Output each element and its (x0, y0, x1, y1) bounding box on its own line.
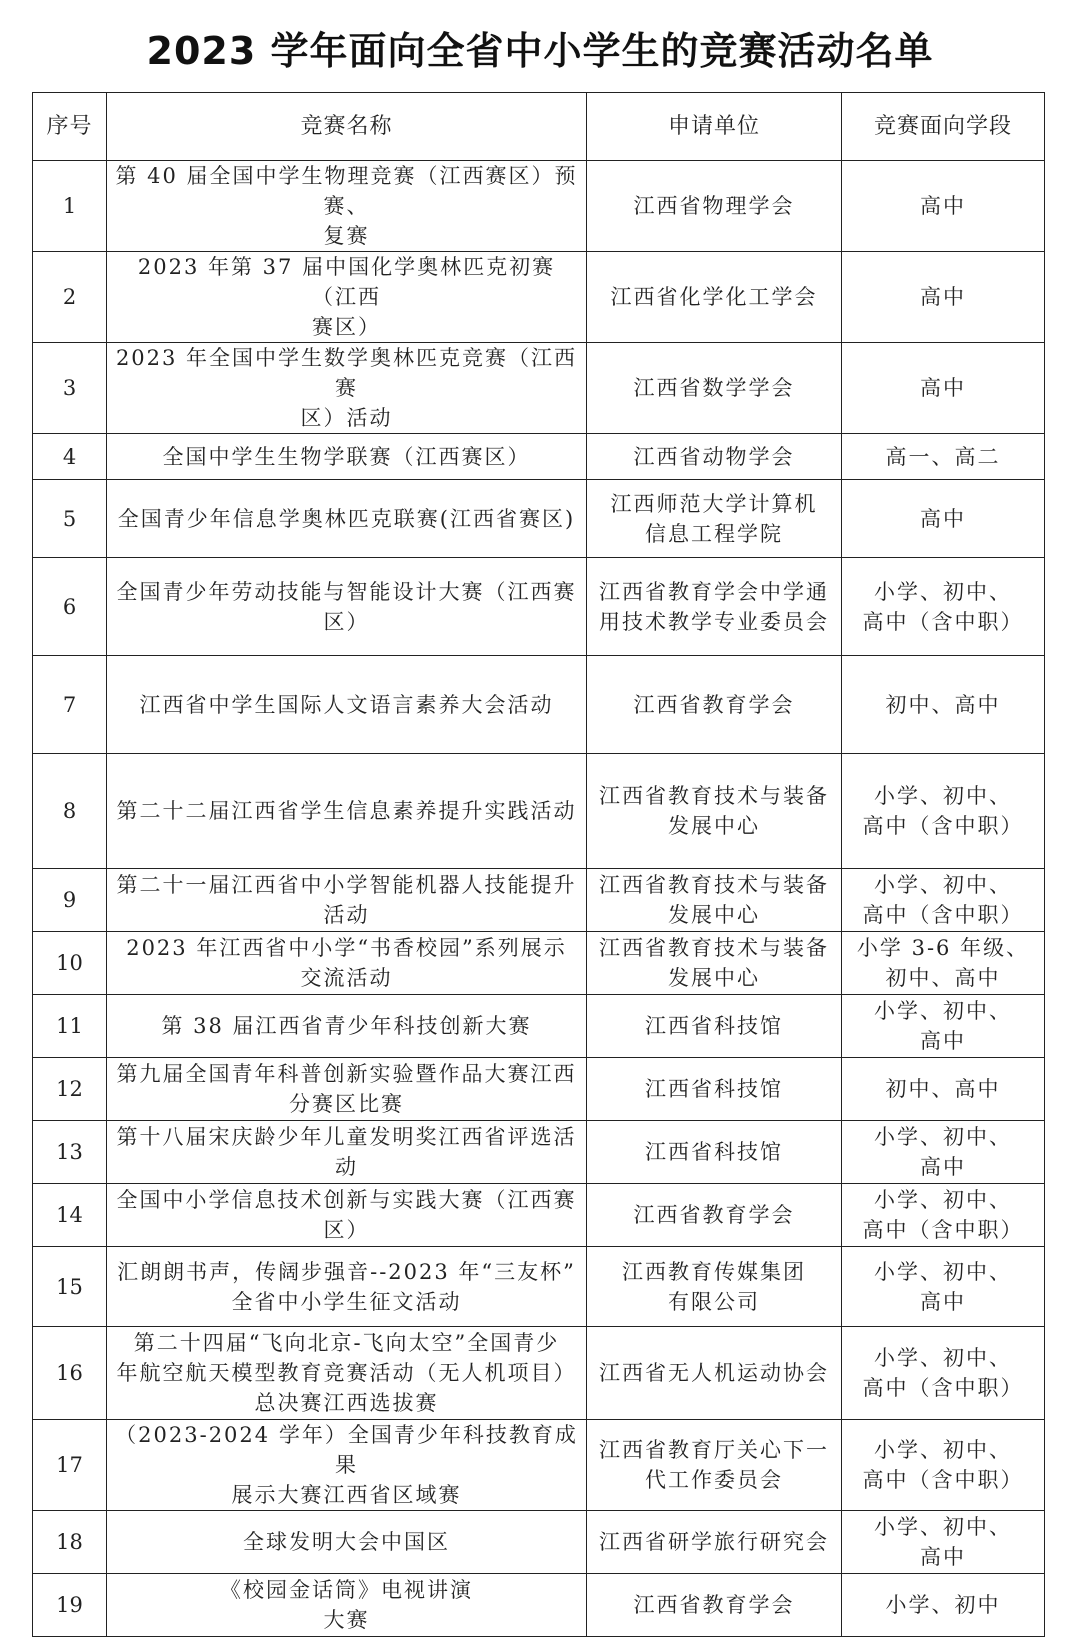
cell-competition-name (107, 558, 587, 656)
cell-applicant-line: 江西省研学旅行研究会 (599, 1530, 829, 1554)
header-applicant: 申请单位 (587, 93, 842, 161)
cell-competition-name-line: （2023-2024 学年）全国青少年科技教育成果 (115, 1423, 578, 1477)
cell-competition-name-line: 2023 年第 37 届中国化学奥林匹克初赛（江西 (137, 255, 556, 309)
cell-target-level-line: 小学、初中、 (874, 1515, 1012, 1539)
cell-applicant-line: 江西省物理学会 (633, 194, 795, 218)
cell-target-level (842, 1420, 1045, 1511)
cell-applicant-line: 江西省教育学会 (633, 692, 795, 717)
cell-applicant-line: 江西省动物学会 (633, 444, 795, 469)
table-row (33, 869, 1045, 932)
cell-serial: 3 (33, 343, 107, 434)
cell-target-level-line: 高中 (920, 1545, 966, 1569)
cell-target-level (842, 1574, 1045, 1637)
cell-applicant-line: 江西省教育学会 (633, 1593, 795, 1617)
cell-target-level-line: 小学、初中 (885, 1593, 1001, 1617)
cell-applicant (587, 754, 842, 869)
table-row (33, 434, 1045, 480)
cell-serial: 10 (33, 932, 107, 995)
cell-competition-name-line: 2023 年全国中学生数学奥林匹克竞赛（江西赛 (115, 346, 578, 400)
cell-competition-name-line: 全国中学生生物学联赛（江西赛区） (162, 444, 531, 469)
cell-applicant-line: 江西省数学学会 (633, 376, 795, 400)
cell-target-level (842, 558, 1045, 656)
cell-serial: 18 (33, 1511, 107, 1574)
cell-applicant-line: 发展中心 (668, 903, 760, 927)
cell-applicant (587, 480, 842, 558)
cell-applicant (587, 252, 842, 343)
cell-target-level-line: 初中、高中 (885, 966, 1001, 990)
cell-target-level-line: 高中 (920, 1155, 966, 1179)
cell-serial: 7 (33, 656, 107, 754)
table-row (33, 1574, 1045, 1637)
cell-serial: 5 (33, 480, 107, 558)
cell-applicant-line: 江西省教育技术与装备 (599, 873, 829, 897)
cell-competition-name-line: 交流活动 (300, 966, 393, 990)
cell-serial: 13 (33, 1121, 107, 1184)
table-row (33, 558, 1045, 656)
cell-competition-name-line: 全球发明大会中国区 (243, 1530, 450, 1554)
cell-target-level (842, 1327, 1045, 1420)
cell-competition-name (107, 343, 587, 434)
cell-target-level-line: 高中（含中职） (862, 609, 1024, 634)
page-title: 2023 学年面向全省中小学生的竞赛活动名单 (146, 29, 934, 73)
cell-applicant-line: 用技术教学专业委员会 (599, 609, 829, 634)
cell-applicant (587, 1420, 842, 1511)
cell-competition-name-line: 大赛 (323, 1608, 370, 1632)
cell-competition-name-line: 第二十四届“飞向北京-飞向太空”全国青少 (133, 1331, 560, 1355)
cell-target-level-line: 高一、高二 (885, 444, 1001, 469)
cell-target-level-line: 高中（含中职） (862, 1468, 1024, 1492)
cell-competition-name-line: 分赛区比赛 (289, 1092, 404, 1116)
table-row (33, 656, 1045, 754)
cell-competition-name-line: 《校园金话筒》电视讲演 (220, 1578, 473, 1602)
table-row (33, 343, 1045, 434)
cell-applicant-line: 江西省教育学会 (633, 1203, 795, 1227)
cell-competition-name-line: 全国青少年信息学奥林匹克联赛(江西省赛区) (117, 506, 576, 531)
cell-competition-name-line: 2023 年江西省中小学“书香校园”系列展示 (126, 936, 567, 960)
cell-serial: 1 (33, 161, 107, 252)
cell-target-level (842, 1511, 1045, 1574)
cell-applicant (587, 558, 842, 656)
cell-competition-name (107, 1574, 587, 1637)
cell-competition-name-line: 第 40 届全国中学生物理竞赛（江西赛区）预赛、 (115, 164, 578, 218)
table-row (33, 1247, 1045, 1327)
cell-competition-name (107, 1420, 587, 1511)
cell-applicant-line: 江西教育传媒集团 (622, 1259, 806, 1284)
cell-competition-name-line: 江西省中学生国际人文语言素养大会活动 (139, 692, 554, 717)
cell-target-level-line: 小学、初中、 (874, 1346, 1012, 1370)
table-row (33, 1121, 1045, 1184)
cell-competition-name-line: 年航空航天模型教育竞赛活动（无人机项目） (116, 1361, 577, 1385)
cell-target-level-line: 高中 (920, 1029, 966, 1053)
cell-competition-name (107, 252, 587, 343)
cell-target-level (842, 480, 1045, 558)
cell-target-level (842, 343, 1045, 434)
cell-target-level-line: 高中（含中职） (862, 814, 1024, 838)
cell-competition-name (107, 754, 587, 869)
cell-target-level (842, 252, 1045, 343)
cell-serial: 12 (33, 1058, 107, 1121)
cell-applicant (587, 932, 842, 995)
cell-target-level (842, 1184, 1045, 1247)
cell-serial: 9 (33, 869, 107, 932)
cell-competition-name-line: 区） (323, 609, 370, 634)
cell-applicant-line: 江西省无人机运动协会 (599, 1361, 829, 1385)
cell-serial: 19 (33, 1574, 107, 1637)
table-row (33, 995, 1045, 1058)
cell-serial: 8 (33, 754, 107, 869)
cell-competition-name-line: 第九届全国青年科普创新实验暨作品大赛江西 (116, 1062, 577, 1086)
cell-competition-name-line: 区） (323, 1218, 370, 1242)
cell-applicant (587, 1184, 842, 1247)
table-row (33, 1058, 1045, 1121)
cell-applicant-line: 代工作委员会 (645, 1468, 783, 1492)
cell-target-level (842, 932, 1045, 995)
cell-competition-name (107, 869, 587, 932)
cell-competition-name-line: 动 (335, 1155, 358, 1179)
cell-target-level (842, 1058, 1045, 1121)
cell-applicant (587, 656, 842, 754)
cell-applicant-line: 信息工程学院 (645, 521, 783, 546)
cell-applicant-line: 发展中心 (668, 966, 760, 990)
cell-serial: 14 (33, 1184, 107, 1247)
cell-applicant-line: 有限公司 (668, 1289, 760, 1314)
cell-serial: 2 (33, 252, 107, 343)
cell-competition-name-line: 活动 (323, 903, 370, 927)
cell-applicant-line: 江西师范大学计算机 (610, 491, 818, 516)
cell-target-level (842, 869, 1045, 932)
cell-applicant-line: 江西省教育厅关心下一 (599, 1438, 829, 1462)
cell-target-level-line: 高中 (920, 376, 966, 400)
table-row (33, 161, 1045, 252)
cell-target-level-line: 高中（含中职） (862, 903, 1024, 927)
table-row (33, 480, 1045, 558)
cell-applicant-line: 江西省教育技术与装备 (599, 784, 829, 808)
cell-target-level-line: 小学 3-6 年级、 (856, 936, 1030, 960)
cell-applicant-line: 江西省科技馆 (645, 1077, 783, 1101)
cell-competition-name-line: 赛区） (312, 315, 381, 339)
cell-competition-name-line: 第二十一届江西省中小学智能机器人技能提升 (116, 873, 577, 897)
cell-applicant (587, 995, 842, 1058)
cell-serial: 17 (33, 1420, 107, 1511)
cell-target-level-line: 初中、高中 (885, 1077, 1001, 1101)
cell-target-level-line: 小学、初中、 (874, 784, 1012, 808)
cell-competition-name (107, 995, 587, 1058)
cell-serial: 16 (33, 1327, 107, 1420)
cell-applicant-line: 江西省化学化工学会 (610, 285, 818, 309)
cell-competition-name-line: 全国中小学信息技术创新与实践大赛（江西赛 (116, 1188, 577, 1212)
header-competition-name: 竞赛名称 (107, 93, 587, 161)
table-row (33, 1511, 1045, 1574)
cell-target-level-line: 小学、初中、 (874, 1125, 1012, 1149)
cell-serial: 15 (33, 1247, 107, 1327)
header-serial: 序号 (33, 93, 107, 161)
cell-target-level-line: 高中 (920, 506, 966, 531)
table-row (33, 252, 1045, 343)
cell-target-level-line: 高中 (920, 194, 966, 218)
cell-target-level-line: 小学、初中、 (874, 1259, 1012, 1284)
cell-applicant (587, 1511, 842, 1574)
cell-applicant (587, 434, 842, 480)
cell-competition-name-line: 第十八届宋庆龄少年儿童发明奖江西省评选活 (116, 1125, 577, 1149)
cell-competition-name (107, 1327, 587, 1420)
cell-applicant (587, 869, 842, 932)
cell-competition-name (107, 1511, 587, 1574)
cell-applicant-line: 发展中心 (668, 814, 760, 838)
cell-applicant (587, 1058, 842, 1121)
cell-target-level (842, 754, 1045, 869)
cell-target-level (842, 434, 1045, 480)
cell-competition-name (107, 1121, 587, 1184)
cell-target-level (842, 1247, 1045, 1327)
cell-applicant-line: 江西省科技馆 (645, 1014, 783, 1038)
cell-target-level (842, 656, 1045, 754)
table-header-row (33, 93, 1045, 161)
cell-applicant (587, 1574, 842, 1637)
cell-target-level (842, 161, 1045, 252)
cell-target-level (842, 995, 1045, 1058)
table-row (33, 1420, 1045, 1511)
cell-competition-name-line: 第 38 届江西省青少年科技创新大赛 (161, 1014, 532, 1038)
table-row (33, 754, 1045, 869)
cell-target-level-line: 高中 (920, 285, 966, 309)
cell-competition-name-line: 区）活动 (300, 406, 393, 430)
cell-serial: 4 (33, 434, 107, 480)
cell-target-level-line: 高中（含中职） (862, 1218, 1024, 1242)
cell-competition-name-line: 复赛 (323, 224, 370, 248)
cell-competition-name (107, 932, 587, 995)
cell-applicant-line: 江西省教育学会中学通 (599, 579, 829, 604)
cell-applicant-line: 江西省科技馆 (645, 1140, 783, 1164)
cell-target-level-line: 高中 (920, 1289, 966, 1314)
cell-competition-name (107, 1247, 587, 1327)
cell-competition-name-line: 展示大赛江西省区域赛 (231, 1483, 462, 1507)
cell-serial: 6 (33, 558, 107, 656)
cell-competition-name (107, 656, 587, 754)
cell-competition-name-line: 全国青少年劳动技能与智能设计大赛（江西赛 (116, 579, 577, 604)
table-row (33, 1327, 1045, 1420)
cell-competition-name-line: 第二十二届江西省学生信息素养提升实践活动 (116, 799, 577, 823)
cell-competition-name-line: 总决赛江西选拔赛 (254, 1391, 439, 1415)
header-target-level: 竞赛面向学段 (842, 93, 1045, 161)
cell-competition-name (107, 480, 587, 558)
cell-target-level-line: 小学、初中、 (874, 873, 1012, 897)
cell-target-level (842, 1121, 1045, 1184)
cell-serial: 11 (33, 995, 107, 1058)
cell-competition-name-line: 汇朗朗书声，传阔步强音--2023 年“三友杯” (117, 1259, 576, 1284)
cell-applicant (587, 1247, 842, 1327)
cell-target-level-line: 高中（含中职） (862, 1376, 1024, 1400)
cell-target-level-line: 小学、初中、 (874, 999, 1012, 1023)
cell-applicant-line: 江西省教育技术与装备 (599, 936, 829, 960)
cell-competition-name-line: 全省中小学生征文活动 (231, 1289, 462, 1314)
cell-competition-name (107, 1058, 587, 1121)
cell-target-level-line: 初中、高中 (885, 692, 1001, 717)
cell-competition-name (107, 161, 587, 252)
competition-table (32, 92, 1045, 1637)
cell-competition-name (107, 1184, 587, 1247)
cell-competition-name (107, 434, 587, 480)
table-row (33, 932, 1045, 995)
table-row (33, 1184, 1045, 1247)
cell-applicant (587, 161, 842, 252)
cell-applicant (587, 343, 842, 434)
cell-applicant (587, 1121, 842, 1184)
cell-target-level-line: 小学、初中、 (874, 579, 1012, 604)
cell-applicant (587, 1327, 842, 1420)
cell-target-level-line: 小学、初中、 (874, 1438, 1012, 1462)
cell-target-level-line: 小学、初中、 (874, 1188, 1012, 1212)
